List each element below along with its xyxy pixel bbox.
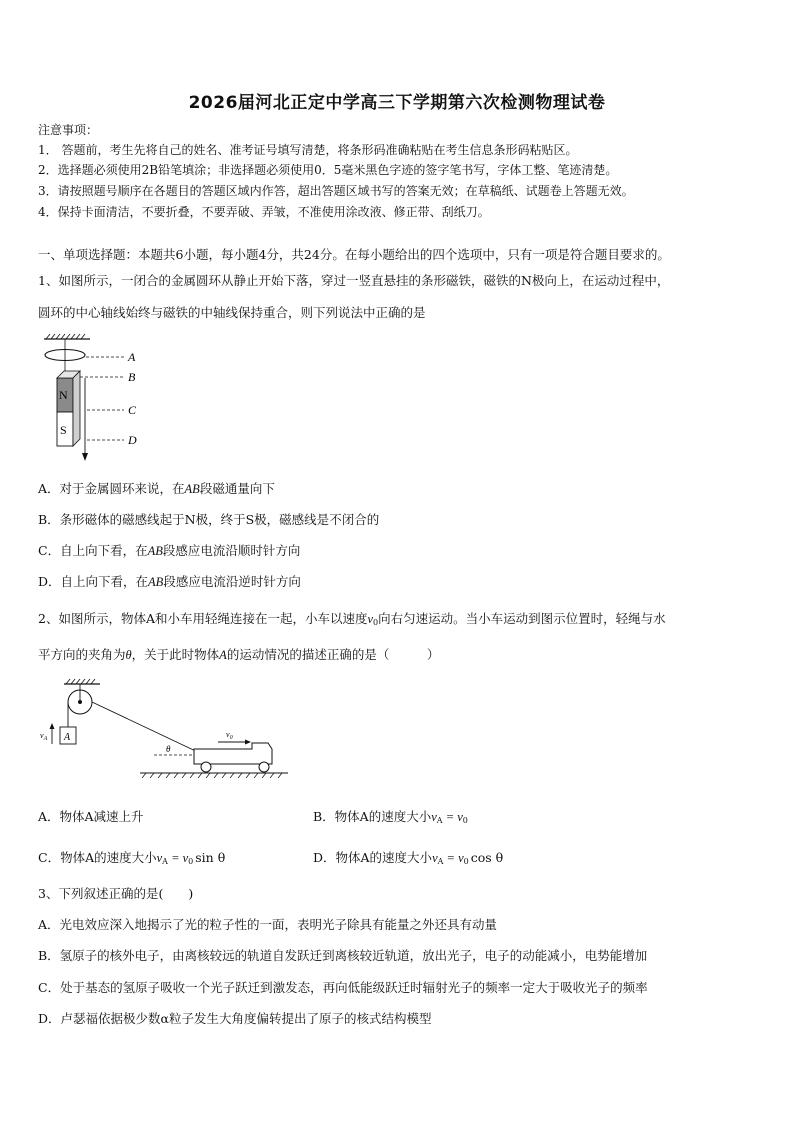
- q2-option-b-rhs: = v: [442, 810, 463, 824]
- q1-option-a-text: A．对于金属圆环来说，在: [38, 481, 185, 496]
- q1-option-b[interactable]: [38, 510, 379, 528]
- q2-option-d-text: D．物体A的速度大小: [313, 850, 433, 865]
- q2-option-a[interactable]: [38, 807, 144, 825]
- level-c-label: C: [128, 403, 137, 417]
- q2-option-b[interactable]: [313, 807, 468, 825]
- q2-stem-line1-post: 向右匀速运动。当小车运动到图示位置时，轻绳与水: [378, 611, 666, 626]
- q2-pulley-cart-figure: [36, 676, 292, 784]
- q1-option-d[interactable]: [38, 572, 301, 590]
- section-heading: 一、单项选择题：本题共6小题，每小题4分，共24分。在每小题给出的四个选项中，只有一项是符合题目要求的。: [38, 247, 670, 262]
- q2-option-c-text: C．物体A的速度大小: [38, 850, 157, 865]
- q1-option-b-text: B．条形磁体的磁感线起于N极，终于S极，磁感线是不闭合的: [38, 512, 380, 527]
- q2-object-a-symbol: A: [219, 648, 227, 662]
- q1-option-a-tail: 段磁通量向下: [199, 481, 275, 496]
- q2-stem-line2-mid: ，关于此时物体: [131, 647, 220, 662]
- q2-option-a-text: A．物体A减速上升: [38, 809, 144, 824]
- note-item-3: 3．请按照题号顺序在各题目的答题区域内作答，超出答题区域书写的答案无效；在草稿纸、试题卷上答题无效。: [38, 184, 634, 198]
- q1-option-d-segment: AB: [148, 575, 164, 589]
- note-item-2: 2．选择题必须使用2B铅笔填涂；非选择题必须使用0．5毫米黑色字迹的签字笔书写，字体工整、笔迹清楚。: [38, 163, 618, 177]
- q1-option-d-tail: 段感应电流沿逆时针方向: [163, 574, 301, 589]
- magnet-n-label: N: [59, 388, 68, 402]
- q2-theta-symbol: θ: [125, 648, 132, 662]
- q1-stem-line1: 1、如图所示，一闭合的金属圆环从静止开始下落，穿过一竖直悬挂的条形磁铁，磁铁的N极向上，在运动过程中，: [38, 273, 670, 288]
- block-a-label: A: [64, 732, 71, 743]
- q2-option-d-fn: cos θ: [470, 850, 504, 865]
- q2-stem-line2-pre: 平方向的夹角为: [38, 647, 126, 662]
- q2-option-d-va: v: [432, 851, 438, 865]
- q3-option-b[interactable]: B．氢原子的核外电子，由离核较远的轨道自发跃迁到离核较近轨道，放出光子，电子的动能减小，电势能增加: [38, 948, 648, 963]
- magnet-s-label: S: [60, 423, 67, 437]
- va-label: $v_A$: [40, 731, 48, 742]
- q2-option-d-rhs-sub: 0: [463, 857, 469, 866]
- q2-stem-line2-post: 的运动情况的描述正确的是（ ）: [226, 647, 440, 662]
- q1-option-a-segment: AB: [184, 482, 200, 496]
- q2-option-d[interactable]: [313, 848, 503, 866]
- notes-heading: 注意事项：: [38, 123, 99, 137]
- q1-option-c-segment: AB: [147, 544, 163, 558]
- q2-option-c-va-sub: A: [162, 857, 168, 866]
- note-item-4: 4．保持卡面清洁，不要折叠，不要弄破、弄皱，不准使用涂改液、修正带、刮纸刀。: [38, 205, 490, 219]
- v0-label: $v_0$: [226, 730, 233, 741]
- q2-option-c-rhs: = v: [167, 851, 189, 865]
- q2-option-c-fn: sin θ: [195, 850, 226, 865]
- level-b-label: B: [128, 370, 136, 384]
- q2-option-c-rhs-sub: 0: [188, 857, 194, 866]
- q2-option-d-va-sub: A: [437, 857, 444, 866]
- q2-stem-line1-pre: 2、如图所示，物体A和小车用轻绳连接在一起，小车以速度: [38, 611, 368, 626]
- theta-label: θ: [166, 744, 171, 754]
- q2-option-c-va: v: [156, 851, 163, 865]
- q2-stem-line1: [38, 609, 666, 627]
- q3-option-d[interactable]: D．卢瑟福依据极少数α粒子发生大角度偏转提出了原子的核式结构模型: [38, 1011, 432, 1026]
- q1-option-c[interactable]: [38, 541, 300, 559]
- q2-option-c[interactable]: [38, 848, 225, 866]
- q2-v0-symbol: v: [367, 612, 374, 626]
- q1-option-a[interactable]: [38, 479, 275, 497]
- exam-title: 2026届河北正定中学高三下学期第六次检测物理试卷: [188, 93, 606, 113]
- q2-v0-subscript: 0: [373, 618, 379, 627]
- q2-option-b-va-sub: A: [436, 816, 443, 825]
- q1-option-c-tail: 段感应电流沿顺时针方向: [162, 543, 301, 558]
- q2-option-b-va: v: [431, 810, 437, 824]
- q3-stem: 3、下列叙述正确的是( ): [38, 886, 194, 901]
- q1-stem-line2: 圆环的中心轴线始终与磁铁的中轴线保持重合，则下列说法中正确的是: [38, 305, 426, 320]
- q3-option-a[interactable]: A．光电效应深入地揭示了光的粒子性的一面，表明光子除具有能量之外还具有动量: [38, 917, 498, 932]
- note-item-1: 1． 答题前，考生先将自己的姓名、准考证号填写清楚，将条形码准确粘贴在考生信息条形码粘贴区。: [38, 143, 578, 157]
- rope: [92, 702, 204, 755]
- q2-option-b-text: B．物体A的速度大小: [313, 809, 432, 824]
- level-d-label: D: [128, 433, 137, 447]
- q3-option-c[interactable]: C．处于基态的氢原子吸收一个光子跃迁到激发态，再向低能级跃迁时辐射光子的频率一定大于吸收光子的频率: [38, 980, 648, 995]
- q1-magnet-ring-figure: [40, 333, 160, 467]
- q2-option-d-rhs: = v: [443, 851, 464, 865]
- cart: [194, 743, 272, 764]
- q2-option-b-rhs-sub: 0: [462, 816, 468, 825]
- level-a-label: A: [128, 350, 136, 364]
- q1-option-d-text: D．自上向下看，在: [38, 574, 149, 589]
- q2-stem-line2: [38, 645, 439, 663]
- q1-option-c-text: C．自上向下看，在: [38, 543, 148, 558]
